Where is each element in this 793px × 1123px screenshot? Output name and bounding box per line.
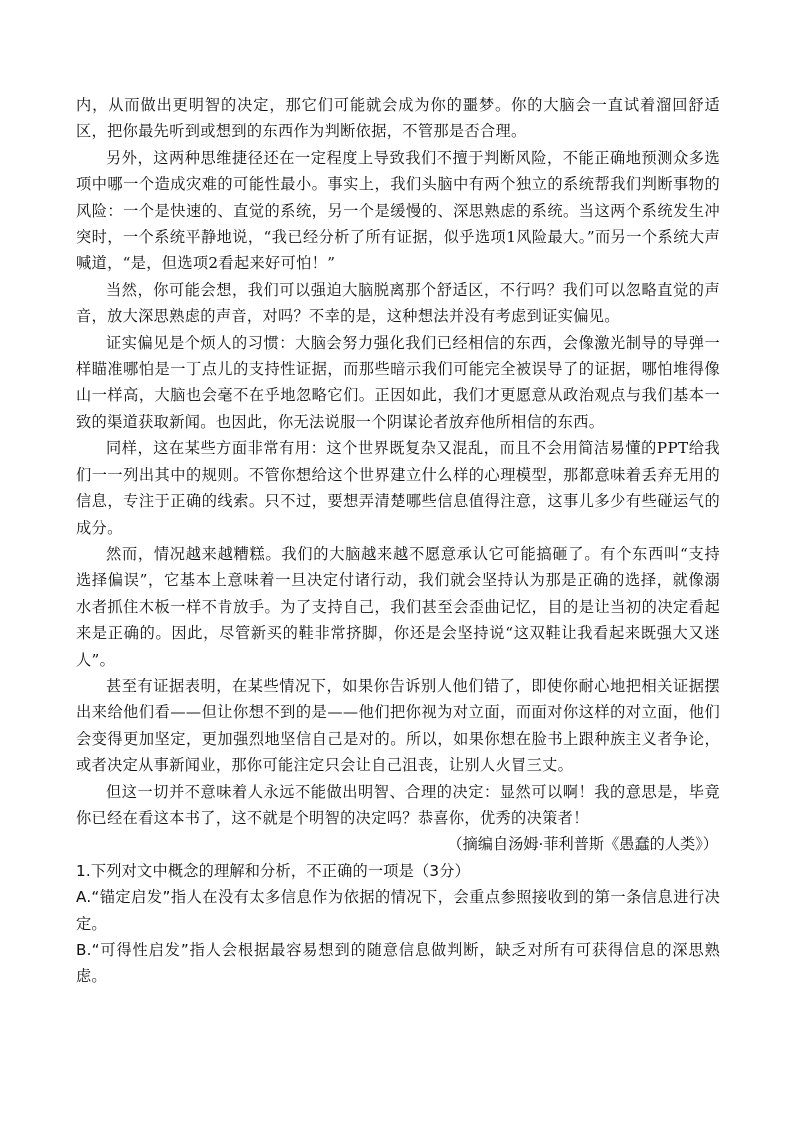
article-paragraph-5: 同样，这在某些方面非常有用：这个世界既复杂又混乱，而且不会用简洁易懂的PPT给我们一一列出其中的规则。不管你想给这个世界建立什么样的心理模型，那都意味着丢弃无用的信息，专注于正确的线索。只不过，要想弄清楚哪些信息值得注意，这事儿多少有些碰运气的成分。 [76,439,720,537]
article-paragraph-3: 当然，你可能会想，我们可以强迫大脑脱离那个舒适区，不行吗？我们可以忽略直觉的声音，放大深思熟虑的声音，对吗？不幸的是，这种想法并没有考虑到证实偏见。 [76,280,720,326]
article-paragraph-7: 甚至有证据表明，在某些情况下，如果你告诉别人他们错了，即使你耐心地把相关证据摆出来给他们看——但让你想不到的是——他们把你视为对立面，而面对你这样的对立面，他们会变得更加坚定，更加强烈地坚信自己是对的。所以，如果你想在脸书上跟种族主义者争论，或者决定从事新闻业，那你可能注定只会让自己沮丧，让别人火冒三丈。 [76,676,720,775]
document-body [76,92,720,990]
question-1-option-b: B.“可得性启发”指人会根据最容易想到的随意信息做判断，缺乏对所有可获得信息的深思熟虑。 [76,941,720,986]
article-paragraph-6: 然而，情况越来越糟糕。我们的大脑越来越不愿意承认它可能搞砸了。有个东西叫“支持选择偏误”，它基本上意味着一旦决定付诸行动，我们就会坚持认为那是正确的选择，就像溺水者抓住木板一样不肯放手。为了支持自己，我们甚至会歪曲记忆，目的是让当初的决定看起来是正确的。因此，尽管新买的鞋非常挤脚，你还是会坚持说“这双鞋让我看起来既强大又迷人”。 [76,544,720,669]
article-source: （摘编自汤姆·菲利普斯《愚蠢的人类》） [447,835,718,854]
article-paragraph-1: 内，从而做出更明智的决定，那它们可能就会成为你的噩梦。你的大脑会一直试着溜回舒适区，把你最先听到或想到的东西作为判断依据，不管那是否合理。 [76,96,720,141]
question-1-option-a: A.“锚定启发”指人在没有太多信息作为依据的情况下，会重点参照接收到的第一条信息进行决定。 [76,888,720,933]
article-paragraph-8: 但这一切并不意味着人永远不能做出明智、合理的决定：显然可以啊！我的意思是，毕竟你已经在看这本书了，这不就是个明智的决定吗？恭喜你，优秀的决策者！ [76,782,720,827]
question-1-stem: 1.下列对文中概念的理解和分析，不正确的一项是（3分） [76,861,471,880]
article-paragraph-4: 证实偏见是个烦人的习惯：大脑会努力强化我们已经相信的东西，会像激光制导的导弹一样瞄准哪怕是一丁点儿的支持性证据，而那些暗示我们可能完全被误导了的证据，哪怕堆得像山一样高，大脑也会毫不在乎地忽略它们。正因如此，我们才更愿意从政治观点与我们基本一致的渠道获取新闻。也因此，你无法说服一个阴谋论者放弃他所相信的东西。 [76,333,720,431]
article-paragraph-2: 另外，这两种思维捷径还在一定程度上导致我们不擅于判断风险，不能正确地预测众多选项中哪一个造成灾难的可能性最小。事实上，我们头脑中有两个独立的系统帮我们判断事物的风险：一个是快速的、直觉的系统，另一个是缓慢的、深思熟虑的系统。当这两个系统发生冲突时，一个系统平静地说，“我已经分析了所有证据，似乎选项1风险最大。”而另一个系统大声喊道，“是，但选项2看起来好可怕！” [76,148,720,273]
